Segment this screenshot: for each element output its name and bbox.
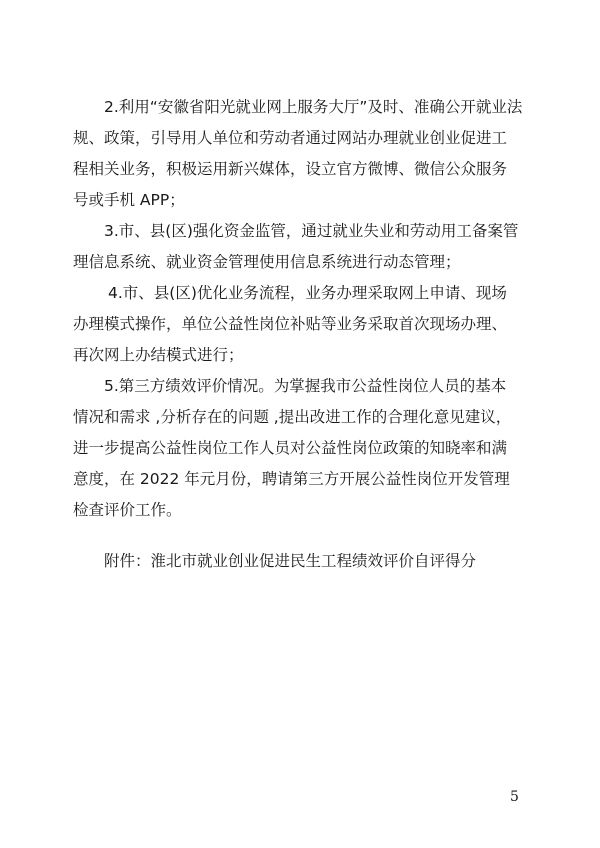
- text-line: 2.利用“安徽省阳光就业网上服务大厅”及时、准确公开就业法: [104, 98, 523, 116]
- attachment-note: 附件：淮北市就业创业促进民生工程绩效评价自评得分: [104, 552, 477, 570]
- text-line: 进一步提高公益性岗位工作人员对公益性岗位政策的知晓率和满: [73, 439, 508, 457]
- text-line: 程相关业务，积极运用新兴媒体，设立官方微博、微信公众服务: [73, 160, 508, 178]
- text-line: 4.市、县(区)优化业务流程，业务办理采取网上申请、现场: [108, 284, 507, 302]
- page-number: 5: [510, 789, 519, 805]
- text-line: 意度，在 2022 年元月份，聘请第三方开展公益性岗位开发管理: [73, 470, 510, 488]
- text-line: 检查评价工作。: [73, 501, 182, 519]
- text-line: 号或手机 APP；: [73, 191, 185, 209]
- text-line: 再次网上办结模式进行；: [73, 346, 244, 364]
- text-line: 办理模式操作，单位公益性岗位补贴等业务采取首次现场办理、: [73, 315, 508, 333]
- text-line: 情况和需求 ,分析存在的问题 ,提出改进工作的合理化意见建议，: [73, 408, 512, 426]
- text-line: 规、政策，引导用人单位和劳动者通过网站办理就业创业促进工: [73, 129, 508, 147]
- text-line: 理信息系统、就业资金管理使用信息系统进行动态管理；: [73, 253, 461, 271]
- text-line: 3.市、县(区)强化资金监管，通过就业失业和劳动用工备案管: [104, 222, 519, 240]
- text-line: 5.第三方绩效评价情况。为掌握我市公益性岗位人员的基本: [104, 377, 507, 395]
